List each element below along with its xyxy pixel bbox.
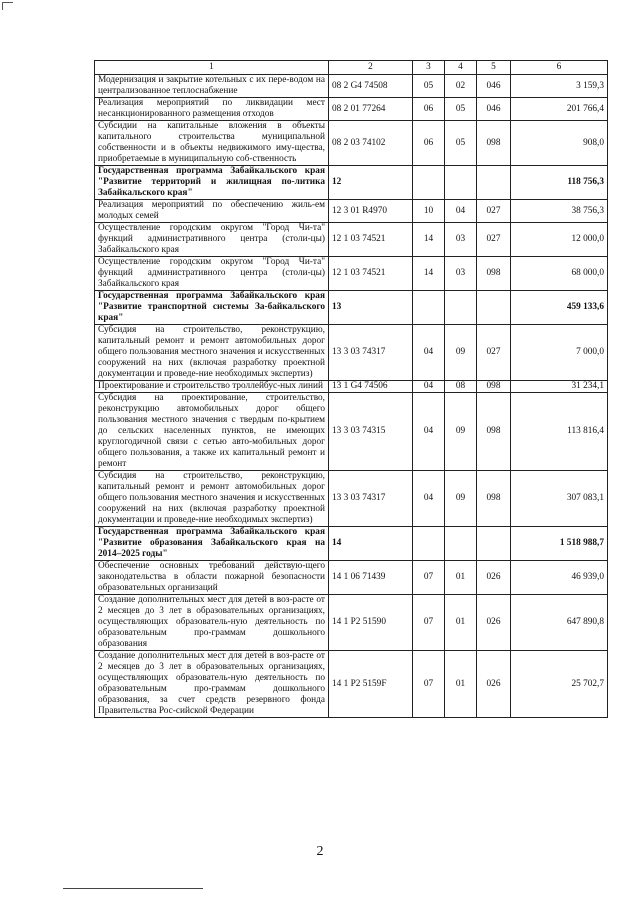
row-description: Создание дополнительных мест для детей в воз-расте от 2 месяцев до 3 лет в образовательных организациях, осуществляющих образователь-ную деятельность по образовательным про-граммам дошкольного образования, за счет средств резервного фонда Правительства Рос-сийской Федерации — [95, 651, 329, 718]
row-expense-type: 046 — [477, 75, 511, 98]
table-row — [95, 393, 608, 471]
row-description: Осуществление городским округом "Город Чи-та" функций административного центра (столи-цы) Забайкальского края — [95, 257, 329, 291]
row-amount: 31 234,1 — [511, 381, 608, 393]
row-amount: 647 890,8 — [511, 595, 608, 651]
row-section — [413, 527, 445, 561]
row-expense-type: 098 — [477, 471, 511, 527]
footnote-divider — [63, 888, 203, 889]
row-code: 12 3 01 R4970 — [329, 200, 413, 223]
row-description: Реализация мероприятий по обеспечению жиль-ем молодых семей — [95, 200, 329, 223]
row-code: 13 3 03 74317 — [329, 325, 413, 381]
row-subsection — [445, 291, 477, 325]
row-amount: 12 000,0 — [511, 223, 608, 257]
row-code: 13 3 03 74315 — [329, 393, 413, 471]
row-subsection: 09 — [445, 393, 477, 471]
row-subsection: 09 — [445, 325, 477, 381]
row-amount: 118 756,3 — [511, 166, 608, 200]
row-expense-type: 098 — [477, 257, 511, 291]
row-description: Субсидия на строительство, реконструкцию, капитальный ремонт и ремонт автомобильных дорог общего пользования местного значения и искусственных сооружений на них (включая разработку проектной документации и проведе-ние необходимых экспертиз) — [95, 471, 329, 527]
row-code: 13 — [329, 291, 413, 325]
row-code: 12 1 03 74521 — [329, 257, 413, 291]
row-code: 13 3 03 74317 — [329, 471, 413, 527]
table-row — [95, 98, 608, 121]
row-description: Субсидии на капитальные вложения в объекты капитального строительства муниципальной собственности и в объекты недвижимого иму-щества, приобретаемые в муниципальную соб-ственность — [95, 121, 329, 166]
row-expense-type — [477, 291, 511, 325]
row-section: 06 — [413, 121, 445, 166]
row-subsection: 01 — [445, 561, 477, 595]
row-code: 08 2 01 77264 — [329, 98, 413, 121]
table-row — [95, 527, 608, 561]
row-description: Обеспечение основных требований действую-щего законодательства в области пожарной безопасности образовательных организаций — [95, 561, 329, 595]
row-description: Субсидия на строительство, реконструкцию, капитальный ремонт и ремонт автомобильных дорог общего пользования местного значения и искусственных сооружений на них (включая разработку проектной документации и проведе-ние необходимых экспертиз) — [95, 325, 329, 381]
row-subsection — [445, 166, 477, 200]
column-header: 3 — [413, 61, 445, 75]
row-amount: 7 000,0 — [511, 325, 608, 381]
row-expense-type: 098 — [477, 121, 511, 166]
row-expense-type: 027 — [477, 223, 511, 257]
row-expense-type — [477, 527, 511, 561]
row-expense-type: 098 — [477, 393, 511, 471]
row-code: 14 1 P2 51590 — [329, 595, 413, 651]
row-subsection: 03 — [445, 223, 477, 257]
row-expense-type: 098 — [477, 381, 511, 393]
row-section: 04 — [413, 471, 445, 527]
budget-table — [94, 60, 608, 718]
row-expense-type: 026 — [477, 595, 511, 651]
row-code: 08 2 G4 74508 — [329, 75, 413, 98]
row-expense-type: 046 — [477, 98, 511, 121]
row-subsection: 05 — [445, 98, 477, 121]
table-row — [95, 223, 608, 257]
row-section: 06 — [413, 98, 445, 121]
row-expense-type: 026 — [477, 651, 511, 718]
row-description: Модернизация и закрытие котельных с их пере-водом на централизованное теплоснабжение — [95, 75, 329, 98]
row-amount: 908,0 — [511, 121, 608, 166]
row-amount: 113 816,4 — [511, 393, 608, 471]
row-description: Проектирование и строительство троллейбус-ных линий — [95, 381, 329, 393]
row-section: 07 — [413, 561, 445, 595]
table-row — [95, 121, 608, 166]
row-description: Субсидия на проектирование, строительство, реконструкцию автомобильных дорог общего пользования местного значения с твердым по-крытием до сельских населенных пунктов, не имеющих круглогодичной связи с сетью авто-мобильных дорог общего пользования, а также их капитальный ремонт и ремонт — [95, 393, 329, 471]
table-row — [95, 291, 608, 325]
row-code: 12 — [329, 166, 413, 200]
page-number: 2 — [316, 844, 324, 859]
row-section: 04 — [413, 393, 445, 471]
column-header: 6 — [511, 61, 608, 75]
row-amount: 201 766,4 — [511, 98, 608, 121]
row-code: 08 2 03 74102 — [329, 121, 413, 166]
table-row — [95, 651, 608, 718]
row-section: 14 — [413, 257, 445, 291]
row-amount: 68 000,0 — [511, 257, 608, 291]
row-section: 04 — [413, 325, 445, 381]
row-section: 10 — [413, 200, 445, 223]
table-header-row — [95, 61, 608, 75]
row-code: 14 — [329, 527, 413, 561]
row-subsection: 08 — [445, 381, 477, 393]
row-amount: 1 518 988,7 — [511, 527, 608, 561]
row-description: Реализация мероприятий по ликвидации мест несанкционированного размещения отходов — [95, 98, 329, 121]
row-description: Осуществление городским округом "Город Чи-та" функций административного центра (столи-цы) Забайкальского края — [95, 223, 329, 257]
row-description: Государственная программа Забайкальского края "Развитие образования Забайкальского края на 2014–2025 годы" — [95, 527, 329, 561]
table-row — [95, 471, 608, 527]
column-header: 4 — [445, 61, 477, 75]
row-amount: 307 083,1 — [511, 471, 608, 527]
row-amount: 25 702,7 — [511, 651, 608, 718]
row-section — [413, 291, 445, 325]
row-description: Государственная программа Забайкальского края "Развитие территорий и жилищная по-литика Забайкальского края" — [95, 166, 329, 200]
row-amount: 459 133,6 — [511, 291, 608, 325]
row-subsection: 01 — [445, 651, 477, 718]
column-header: 2 — [329, 61, 413, 75]
row-subsection: 02 — [445, 75, 477, 98]
row-expense-type: 027 — [477, 200, 511, 223]
row-section: 07 — [413, 595, 445, 651]
table-row — [95, 200, 608, 223]
row-code: 14 1 06 71439 — [329, 561, 413, 595]
row-section: 14 — [413, 223, 445, 257]
table-row — [95, 381, 608, 393]
row-amount: 3 159,3 — [511, 75, 608, 98]
table-row — [95, 595, 608, 651]
row-subsection: 09 — [445, 471, 477, 527]
row-code: 13 1 G4 74506 — [329, 381, 413, 393]
row-section: 07 — [413, 651, 445, 718]
row-section: 05 — [413, 75, 445, 98]
column-header: 5 — [477, 61, 511, 75]
row-expense-type: 026 — [477, 561, 511, 595]
row-amount: 38 756,3 — [511, 200, 608, 223]
table-row — [95, 325, 608, 381]
row-subsection: 03 — [445, 257, 477, 291]
row-description: Создание дополнительных мест для детей в воз-расте от 2 месяцев до 3 лет в образовательных организациях, осуществляющих образователь-ную деятельность по образовательным про-граммам дошкольного образования — [95, 595, 329, 651]
row-subsection — [445, 527, 477, 561]
table-row — [95, 166, 608, 200]
corner-mark — [2, 2, 13, 10]
row-amount: 46 939,0 — [511, 561, 608, 595]
row-section: 04 — [413, 381, 445, 393]
row-subsection: 05 — [445, 121, 477, 166]
table-row — [95, 257, 608, 291]
row-description: Государственная программа Забайкальского края "Развитие транспортной системы За-байкальского края" — [95, 291, 329, 325]
row-section — [413, 166, 445, 200]
row-expense-type: 027 — [477, 325, 511, 381]
table-row — [95, 75, 608, 98]
row-expense-type — [477, 166, 511, 200]
row-subsection: 04 — [445, 200, 477, 223]
row-code: 14 1 P2 5159F — [329, 651, 413, 718]
column-header: 1 — [95, 61, 329, 75]
row-subsection: 01 — [445, 595, 477, 651]
table-row — [95, 561, 608, 595]
row-code: 12 1 03 74521 — [329, 223, 413, 257]
